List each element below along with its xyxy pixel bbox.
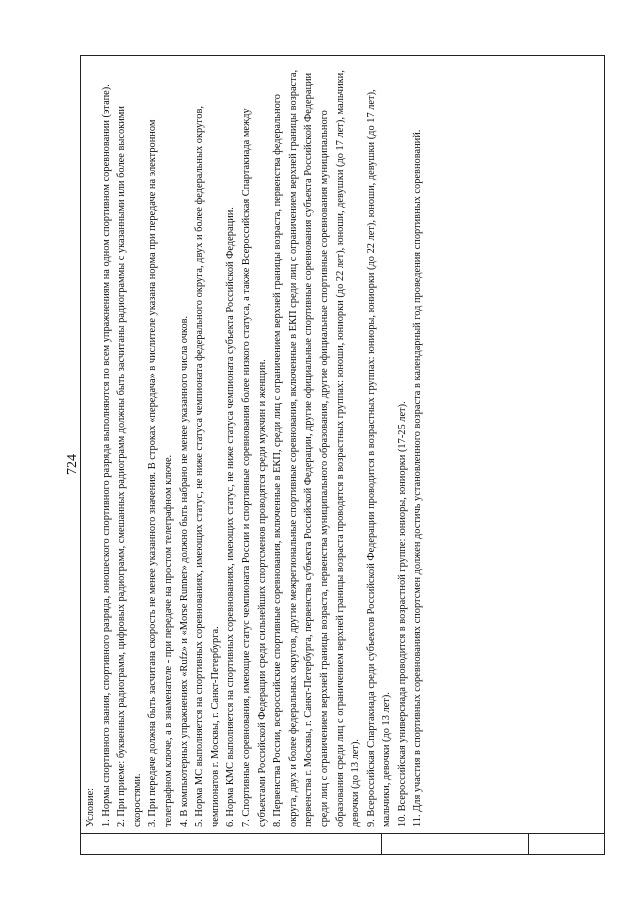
table-row-divider [528,834,529,854]
table-row-divider [381,834,382,854]
condition-item: 7. Спортивные соревнования, имеющие статус чемпионата России и спортивные соревнования более низкого статуса, а также Всероссийская Спартакиада между субъектами Российской Федерации среди сильнейших спортсменов проводятся среди мужчин и женщин. [240,108,268,827]
condition-item: 2. При приеме: буквенных радиограмм, цифровых радиограмм, смешанных радиограмм должны быть засчитаны радиограммы с указанными или более высокими скоростями. [116,106,143,827]
condition-item: 8. Первенства России, всероссийские спортивные соревнования, включенные в ЕКП, среди лиц с ограничением верхней границы возраста, первенства федерального округа, двух и более федеральных округов, другие межрегиональные спортивные соревнования, включенные в ЕКП среди лиц с ограничением верхней границы возраста, первенства г. Москвы, г. Санкт-Петербурга, первенства субъекта Российской Федерации, другие официальные спортивные соревнования субъекта Российской Федерации среди лиц с ограничением верхней границы возраста, первенства муниципального образования, другие официальные спортивные соревнования муниципального образования среди лиц с ограничением верхней границы возраста проводятся в возрастных группах: юноши, юниорки (до 22 лет), юноши, девушки (до 17 лет), мальчики, девочки (до 13 лет). [272,69,362,827]
rotated-page [55,50,615,860]
page-number: 724 [65,454,80,475]
conditions-cell [83,62,426,827]
table-left-column [81,833,604,854]
condition-item: 6. Норма КМС выполняется на спортивных соревнованиях, имеющих статус, не ниже статуса чемпионата субъекта Российской Федерации. [225,207,237,827]
condition-item: 11. Для участия в спортивных соревнованиях спортсмен должен достичь установленного возраста в календарный год проведения спортивных соревнований. [412,129,424,827]
condition-item: 5. Норма МС выполняется на спортивных соревнованиях, имеющих статус, не ниже статуса чемпионата федерального округа, двух и более федеральных округов, чемпионатов г. Москвы, г. Санкт-Петербурга. [194,106,221,827]
condition-item: 3. При передаче должна быть засчитана скорость не менее указанного значения. В строках «передача» в числителе указана норма при передаче на электронном телеграфном ключе, а в знаменателе - при передаче на простом телеграфном ключе. [147,119,174,827]
condition-item: 10. Всероссийская универсиада проводится в возрастной группе: юниоры, юниорки (17-25 лет). [396,401,408,827]
condition-item: 4. В компьютерных упражнениях «Rufz» и «Morse Runner» должно быть набрано не менее указанного числа очков. [178,315,190,827]
conditions-heading: Условие: [85,787,96,827]
condition-item: 1. Нормы спортивного звания, спортивного разряда, юношеского спортивного разряда выполняются по всем упражнениям на одном спортивном соревновании (этапе). [100,84,112,827]
conditions-table [80,55,605,855]
condition-item: 9. Всероссийская Спартакиада среди субъектов Российской Федерации проводится в возрастных группах: юниоры, юниорки (до 22 лет), юноши, девушки (до 17 лет), мальчики, девочки (до 13 лет). [365,89,393,827]
